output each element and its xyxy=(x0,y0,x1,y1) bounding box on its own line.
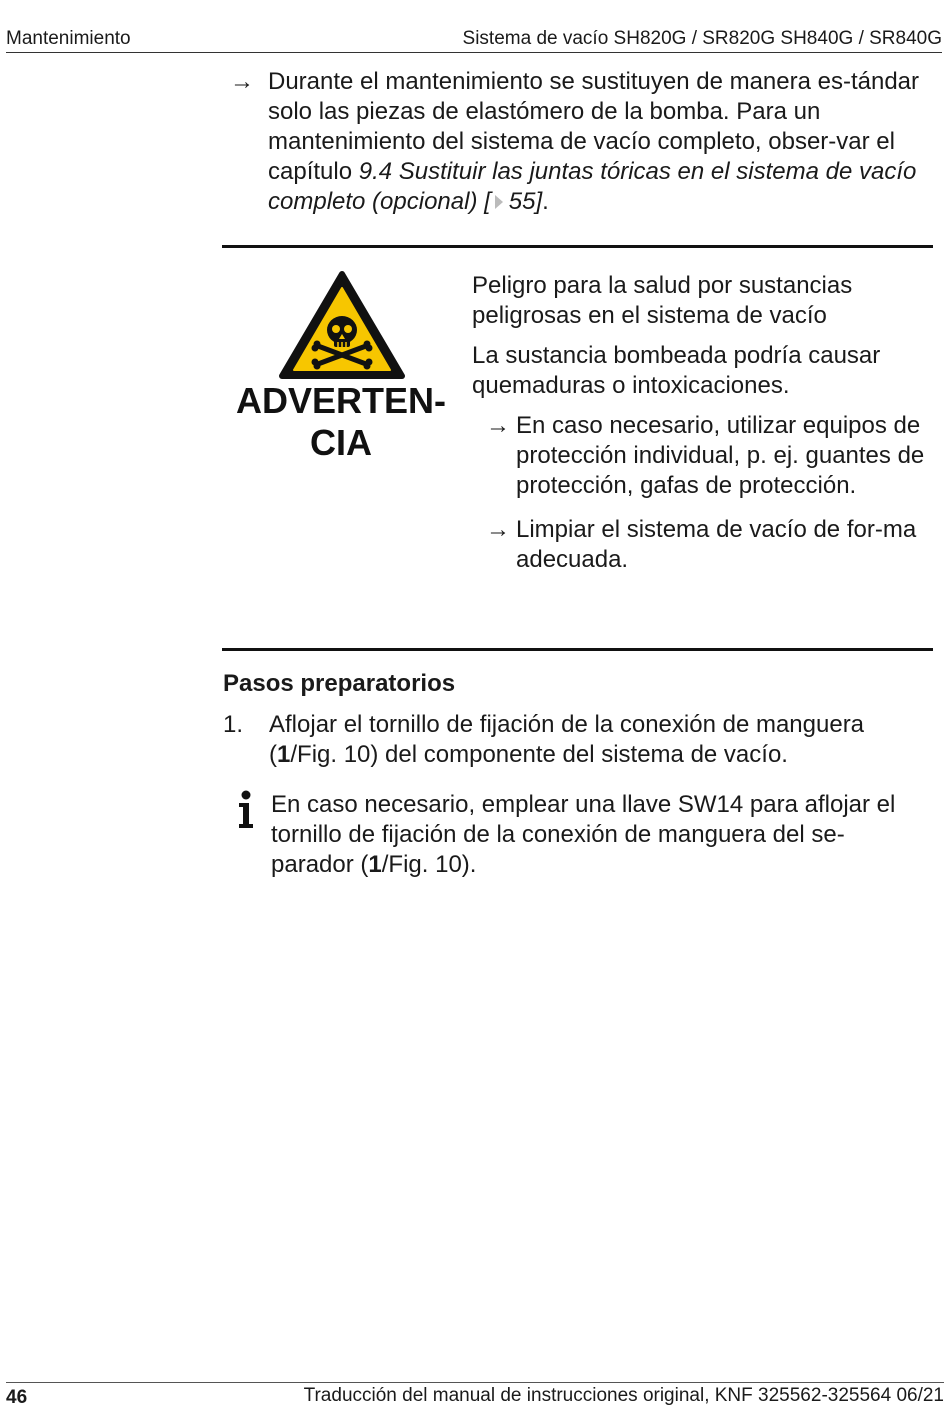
footer-text: Traducción del manual de instrucciones original, KNF 325562-325564 06/21 xyxy=(303,1385,944,1406)
signal-word: ADVERTEN-CIA xyxy=(236,380,447,463)
info-icon xyxy=(235,790,257,830)
chapter-reference-link[interactable]: 9.4 Sustituir las juntas tóricas en el sistema de vacío completo (opcional) [ 55] xyxy=(268,158,917,215)
page-footer xyxy=(6,1382,944,1407)
arrow-right-icon: → xyxy=(486,516,510,543)
intro-text: Durante el mantenimiento se sustituyen de manera es-tándar solo las piezas de elastómero de la bomba. Para un mantenimiento del sistema de vacío completo, obser-var el capítulo 9.4 Sustituir las juntas tóricas en el sistema de vacío completo (opcional) [ 55]. xyxy=(268,68,920,215)
toxic-hazard-icon xyxy=(278,270,406,380)
intro-note xyxy=(230,67,930,217)
header-product: Sistema de vacío SH820G / SR820G SH840G / SR840G xyxy=(462,28,942,49)
hazard-statement: Peligro para la salud por sustancias peligrosas en el sistema de vacío xyxy=(472,272,853,329)
page-reference-icon xyxy=(495,195,503,209)
step-number: 1. xyxy=(223,711,244,738)
page-header xyxy=(6,28,942,53)
list-item: → En caso necesario, utilizar equipos de protección individual, p. ej. guantes de protección, gafas de protección. xyxy=(486,412,925,499)
header-section: Mantenimiento xyxy=(6,28,131,49)
hazard-consequence: La sustancia bombeada podría causar quemaduras o intoxicaciones. xyxy=(472,342,881,399)
arrow-right-icon: → xyxy=(486,412,510,439)
warning-top-rule xyxy=(222,245,933,248)
warning-bottom-rule xyxy=(222,648,933,651)
step-text: Aflojar el tornillo de fijación de la conexión de manguera (1/Fig. 10) del componente del sistema de vacío. xyxy=(269,711,865,768)
step-1 xyxy=(223,710,923,770)
info-text: En caso necesario, emplear una llave SW14 para aflojar el tornillo de fijación de la conexión de manguera del se-parador (1/Fig. 10). xyxy=(271,791,896,878)
page-number: 46 xyxy=(6,1387,28,1408)
list-item: → Limpiar el sistema de vacío de for-ma adecuada. xyxy=(486,516,917,573)
warning-content xyxy=(472,271,927,589)
arrow-right-icon: → xyxy=(230,68,254,95)
safety-actions-list xyxy=(472,411,927,575)
info-note xyxy=(223,790,923,880)
section-title: Pasos preparatorios xyxy=(223,670,456,697)
